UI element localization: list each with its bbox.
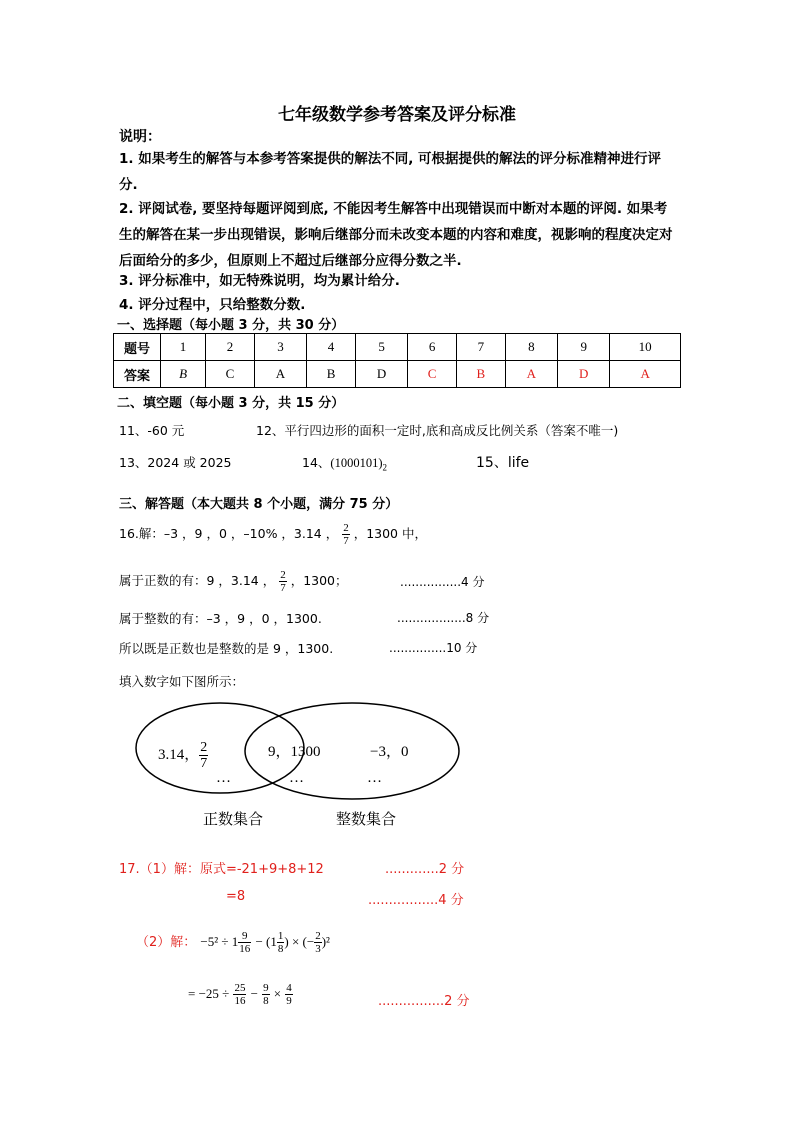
row-label-answer: 答案: [114, 361, 161, 388]
answer-table: [113, 333, 681, 388]
q16-intro-b: ，1300 中，: [353, 526, 427, 541]
qnum-6: 6: [408, 334, 457, 361]
answer-14-value: (1000101): [330, 456, 383, 470]
answer-7: B: [456, 361, 505, 388]
q17-part2-expr-c: ) × (−: [284, 934, 315, 949]
notes-heading: 说明：: [119, 129, 161, 145]
fraction-numerator: 2: [315, 930, 321, 942]
q16-integer-score: ..................8 分: [397, 611, 490, 625]
fraction-denominator: 7: [280, 582, 286, 594]
answer-9: D: [558, 361, 610, 388]
answer-15: 15、life: [476, 455, 530, 471]
fraction-denominator: 16: [239, 943, 251, 955]
q17-part2-expr-b: − (1: [255, 934, 277, 949]
fraction-4-9: [285, 982, 293, 1007]
note-2: 2. 评阅试卷, 要坚持每题评阅到底, 不能因考生解答中出现错误而中断对本题的评阅. 如果考生的解答在某一步出现错误，影响后继部分而未改变本题的内容和难度，视影响的程度决定对后面给分的多少，但原则上不超过后继部分应得分数之半.: [119, 201, 673, 269]
qnum-2: 2: [206, 334, 255, 361]
fraction-9-16: [238, 930, 251, 955]
venn-left-value: 3.14，: [158, 746, 200, 763]
fraction-numerator: 9: [238, 930, 251, 943]
q16-both: 所以既是正数也是整数的是 9 ，1300.: [119, 641, 334, 656]
q16-intro: [119, 522, 427, 547]
q16-positive-b: ，1300；: [290, 573, 348, 588]
venn-left-region: [158, 740, 208, 771]
note-3: 3. 评分标准中，如无特殊说明，均为累计给分.: [119, 273, 400, 289]
page-title: 七年级数学参考答案及评分标准: [278, 105, 516, 125]
answer-4: B: [307, 361, 356, 388]
answer-14-base: 2: [382, 462, 387, 473]
fraction-numerator: 25: [234, 982, 246, 994]
question-number-row: [114, 334, 681, 361]
q17-part1: 17.（1）解：原式=-21+9+8+12: [119, 862, 324, 877]
fraction-2-7: [199, 740, 208, 771]
q16-integer: 属于整数的有：–3 ，9 ，0 ，1300.: [119, 611, 322, 626]
q17-step-b: −: [250, 986, 258, 1001]
venn-left-ellipsis: …: [216, 770, 231, 786]
fraction-denominator: 16: [234, 995, 246, 1007]
fraction-denominator: 9: [286, 995, 292, 1007]
q17-part1-result-score: .................4 分: [368, 893, 464, 908]
q17-part1-result: =8: [226, 889, 246, 904]
venn-label-positive: 正数集合: [203, 812, 264, 828]
fraction-denominator: 7: [200, 756, 208, 771]
fraction-numerator: 1: [277, 930, 284, 942]
answer-3: A: [254, 361, 306, 388]
answer-12: 12、平行四边形的面积一定时,底和高成反比例关系（答案不唯一): [256, 423, 619, 438]
fraction-numerator: 4: [286, 982, 292, 994]
q17-part2-score: ................2 分: [378, 994, 470, 1009]
qnum-8: 8: [505, 334, 557, 361]
answer-14-label: 14、: [302, 455, 331, 470]
q17-step-a: = −25 ÷: [188, 986, 230, 1001]
q16-both-score: ...............10 分: [389, 641, 478, 655]
answer-1: B: [161, 361, 206, 388]
q17-part2-expr-a: −5² ÷ 1: [200, 934, 239, 949]
q17-part2-label: （2）解：: [136, 935, 197, 950]
q16-positive-a: 属于正数的有：9 ，3.14 ，: [119, 573, 276, 588]
q17-part2: [136, 930, 330, 955]
qnum-7: 7: [456, 334, 505, 361]
answer-13: 13、2024 或 2025: [119, 455, 232, 470]
qnum-4: 4: [307, 334, 356, 361]
q17-part2-step: [188, 982, 293, 1007]
answer-10: A: [610, 361, 681, 388]
fraction-9-8: [262, 982, 270, 1007]
q16-positive-score: ................4 分: [400, 575, 485, 589]
section3-heading: 三、解答题（本大题共 8 个小题，满分 75 分）: [119, 497, 399, 512]
note-1: 1. 如果考生的解答与本参考答案提供的解法不同, 可根据提供的解法的评分标准精神进行评分.: [119, 151, 662, 193]
q16-fill-line: 填入数字如下图所示：: [119, 674, 245, 689]
fraction-2-3: [314, 930, 322, 955]
fraction-denominator: 8: [263, 995, 269, 1007]
answer-5: D: [355, 361, 407, 388]
note-4: 4. 评分过程中，只给整数分数.: [119, 297, 306, 313]
venn-middle-values: 9，1300: [268, 744, 321, 760]
fraction-denominator: 8: [277, 943, 284, 955]
fraction-denominator: 7: [343, 535, 349, 547]
answer-6: C: [408, 361, 457, 388]
fraction-numerator: 9: [263, 982, 269, 994]
row-label-question: 题号: [114, 334, 161, 361]
q17-part1-score: .............2 分: [385, 862, 465, 877]
venn-middle-ellipsis: …: [289, 770, 304, 786]
fraction-2-7: [279, 569, 287, 594]
qnum-1: 1: [161, 334, 206, 361]
qnum-10: 10: [610, 334, 681, 361]
venn-label-integer: 整数集合: [336, 812, 397, 828]
qnum-3: 3: [254, 334, 306, 361]
fraction-2-7: [342, 522, 350, 547]
qnum-9: 9: [558, 334, 610, 361]
answer-row: [114, 361, 681, 388]
answer-8: A: [505, 361, 557, 388]
venn-right-values: −3，0: [370, 744, 409, 760]
venn-right-ellipsis: …: [367, 770, 382, 786]
q17-part2-expr-d: )²: [321, 934, 330, 949]
fraction-numerator: 2: [343, 522, 349, 534]
fraction-25-16: [233, 982, 246, 1007]
fraction-numerator: 2: [200, 740, 208, 755]
fraction-denominator: 3: [315, 943, 321, 955]
answer-11: 11、-60 元: [119, 423, 185, 438]
q16-intro-a: 16.解：–3 ，9 ，0 ，–10% ，3.14 ，: [119, 526, 339, 541]
section2-heading: 二、填空题（每小题 3 分，共 15 分）: [117, 396, 345, 411]
q16-positive: [119, 569, 348, 594]
q17-step-c: ×: [273, 986, 282, 1001]
fraction-numerator: 2: [280, 569, 286, 581]
answer-14: [302, 453, 387, 473]
section1-heading: 一、选择题（每小题 3 分，共 30 分）: [117, 318, 345, 333]
answer-2: C: [206, 361, 255, 388]
qnum-5: 5: [355, 334, 407, 361]
